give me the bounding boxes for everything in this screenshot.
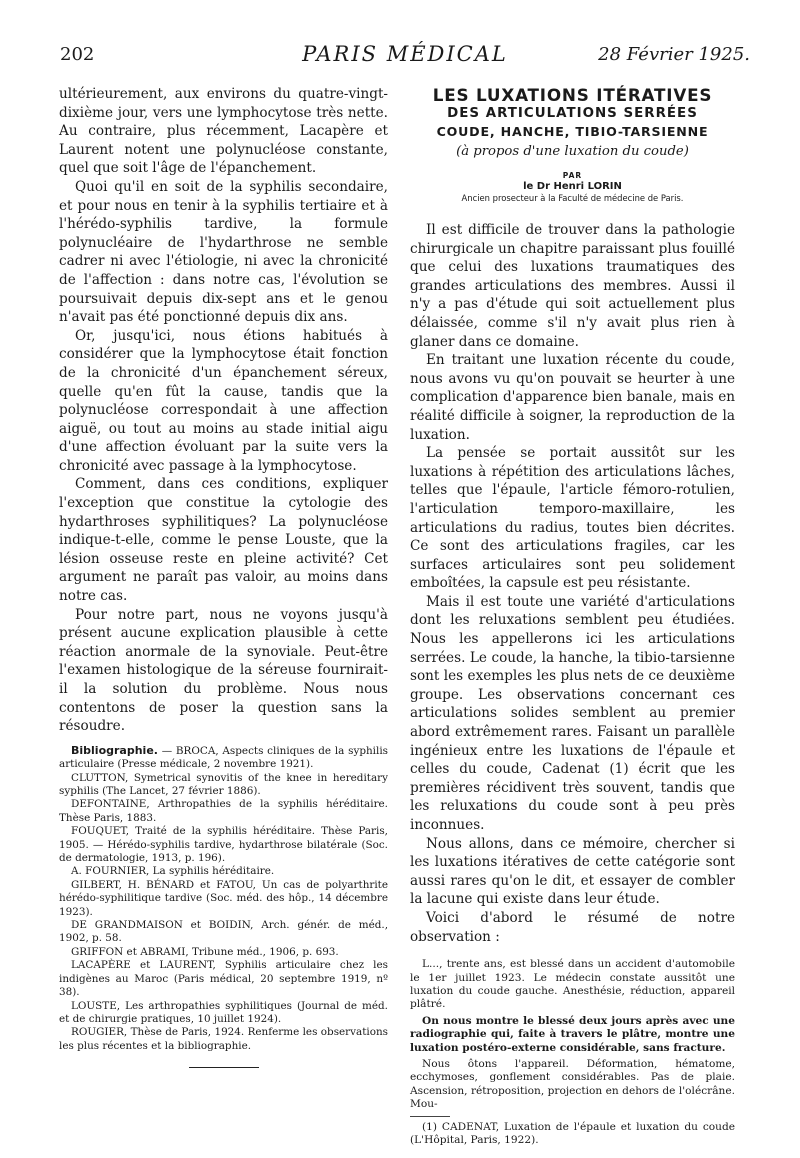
body-paragraph: Voici d'abord le résumé de notre observation : xyxy=(410,909,735,945)
byline-par: PAR xyxy=(562,171,583,180)
body-paragraph: En traitant une luxation récente du coude, nous avons vu qu'on pouvait se heurter à une complication d'apparence bien banale, mais en réalité difficile à soigner, la reproduction de la luxation. xyxy=(410,352,735,443)
bibliography-entry: CLUTTON, Symetrical synovitis of the knee in hereditary syphilis (The Lancet, 27 février 1886). xyxy=(59,771,388,797)
bibliography-entry: LOUSTE, Les arthropathies syphilitiques (Journal de méd. et de chirurgie pratiques, 10 juillet 1924). xyxy=(59,999,388,1025)
issue-date: 28 Février 1925. xyxy=(598,44,750,65)
bibliography-entry: A. FOURNIER, La syphilis héréditaire. xyxy=(71,865,275,878)
case-report xyxy=(410,958,735,1111)
body-paragraph: La pensée se portait aussitôt sur les luxations à répétition des articulations lâches, telles que l'épaule, l'article fémoro-rotulien, l'articulation temporo-maxillaire, les articulations du radius, toutes bien décrites. Ce sont des articulations fragiles, car les surfaces articulaires sont peu solidement emboîtées, la capsule est peu résistante. xyxy=(410,445,735,592)
bibliography-entry: FOUQUET, Traité de la syphilis héréditaire. Thèse Paris, 1905. — Hérédo-syphilis tardive, hydarthrose bilatérale (Soc. de dermatologie, 1913, p. 196). xyxy=(59,825,388,865)
bibliography-entry: GILBERT, H. BÉNARD et FATOU, Un cas de polyarthrite hérédo-syphilitique tardive (Soc. méd. des hôp., 14 décembre 1923). xyxy=(59,878,388,918)
left-column xyxy=(59,85,388,1068)
body-paragraph: ultérieurement, aux environs du quatre-vingt-dixième jour, vers une lymphocytose très nette. Au contraire, plus récemment, Lacapère et Laurent notent une polynucléose constante, quel que soit l'âge de l'épanchement. xyxy=(59,86,388,177)
article-body xyxy=(410,221,735,946)
footnote: (1) CADENAT, Luxation de l'épaule et luxation du coude (L'Hôpital, Paris, 1922). xyxy=(410,1120,735,1146)
bibliography-entry: — BROCA, Aspects cliniques de la syphilis articulaire (Presse médicale, 2 novembre 1921). xyxy=(59,744,388,771)
bibliography-heading: Bibliographie. xyxy=(71,743,158,757)
journal-title: PARIS MÉDICAL xyxy=(302,42,508,66)
bibliography-entry: ROUGIER, Thèse de Paris, 1924. Renferme les observations les plus récentes et la bibliographie. xyxy=(59,1026,388,1052)
body-paragraph: Mais il est toute une variété d'articulations dont les reluxations semblent peu étudiées. Nous les appellerons ici les articulations serrées. Le coude, la hanche, la tibio-tarsienne sont les exemples les plus nets de ce deuxième groupe. Les observations concernant ces articulations solides semblent au premier abord extrêmement rares. Faisant un parallèle ingénieux entre les luxations de l'épaule et celles du coude, Cadenat (1) écrit que les premières récidivent très souvent, tandis que les reluxations du coude sont à peu près inconnues. xyxy=(410,593,735,833)
author-name: le Dr Henri LORIN xyxy=(523,181,622,192)
footnote-rule xyxy=(410,1116,450,1117)
article-title-line-3: COUDE, HANCHE, TIBIO-TARSIENNE xyxy=(436,124,709,139)
article-subtitle: (à propos d'une luxation du coude) xyxy=(456,144,689,159)
article-title: LES LUXATIONS ITÉRATIVES xyxy=(432,85,713,105)
body-paragraph: Or, jusqu'ici, nous étions habitués à considérer que la lymphocytose était fonction de la chronicité d'un épanchement séreux, quelle qu'en fût la cause, tandis que la polynucléose correspondait à une affection aiguë, ou tout au moins au stade initial aigu d'une affection évoluant par la suite vers la chronicité avec passage à la lymphocytose. xyxy=(59,327,388,474)
bibliography xyxy=(59,744,388,1053)
body-paragraph: Comment, dans ces conditions, expliquer l'exception que constitue la cytologie des hydarthroses syphilitiques? La polynucléose indique-t-elle, comme le pense Louste, que la lésion osseuse reste en pleine activité? Cet argument ne paraît pas valoir, au moins dans notre cas. xyxy=(59,476,388,605)
body-paragraph: Pour notre part, nous ne voyons jusqu'à présent aucune explication plausible à cette réaction anormale de la synoviale. Peut-être l'examen histologique de la séreuse fournirait-il la solution du problème. Nous nous contentons de poser la question sans la résoudre. xyxy=(59,606,388,735)
section-divider xyxy=(189,1067,259,1068)
right-column xyxy=(410,85,735,1158)
case-paragraph: Nous ôtons l'appareil. Déformation, hématome, ecchymoses, gonflement considérables. Pas de plaie. Ascension, rétroposition, projection en dehors de l'olécrâne. Mou- xyxy=(410,1058,735,1111)
page-header xyxy=(60,44,750,72)
case-paragraph: On nous montre le blessé deux jours après avec une radiographie qui, faite à travers le plâtre, montre une luxation postéro-externe considérable, sans fracture. xyxy=(410,1014,735,1054)
page-number: 202 xyxy=(60,44,95,65)
author-affiliation: Ancien prosecteur à la Faculté de médecine de Paris. xyxy=(461,193,684,203)
bibliography-entry: DE GRANDMAISON et BOIDIN, Arch. génér. de méd., 1902, p. 58. xyxy=(59,919,388,945)
bibliography-entry: LACAPÈRE et LAURENT, Syphilis articulaire chez les indigènes au Maroc (Paris médical, 20 septembre 1919, nº 38). xyxy=(59,959,388,999)
case-paragraph: L..., trente ans, est blessé dans un accident d'automobile le 1er juillet 1923. Le médecin constate aussitôt une luxation du coude gauche. Anesthésie, réduction, appareil plâtré. xyxy=(410,958,735,1011)
body-paragraph: Il est difficile de trouver dans la pathologie chirurgicale un chapitre paraissant plus fouillé que celui des luxations traumatiques des grandes articulations des membres. Aussi il n'y a pas d'étude qui soit actuellement plus délaissée, comme s'il n'y avait plus rien à glaner dans ce domaine. xyxy=(410,222,735,350)
body-paragraph: Quoi qu'il en soit de la syphilis secondaire, et pour nous en tenir à la syphilis tertiaire et à l'hérédo-syphilis tardive, la formule polynucléaire de l'hydarthrose ne semble cadrer ni avec l'étiologie, ni avec la chronicité de l'affection : dans notre cas, l'évolution se poursuivait depuis dix-sept ans et le genou n'avait pas été ponctionné depuis dix ans. xyxy=(59,178,388,326)
article-title-line-2: DES ARTICULATIONS SERRÉES xyxy=(447,106,698,121)
bibliography-entry: DEFONTAINE, Arthropathies de la syphilis héréditaire. Thèse Paris, 1883. xyxy=(59,798,388,824)
body-paragraph: Nous allons, dans ce mémoire, chercher si les luxations itératives de cette catégorie sont aussi rares qu'on le dit, et essayer de combler la lacune qui existe dans leur étude. xyxy=(410,835,735,908)
bibliography-entry: GRIFFON et ABRAMI, Tribune méd., 1906, p. 693. xyxy=(71,945,339,958)
